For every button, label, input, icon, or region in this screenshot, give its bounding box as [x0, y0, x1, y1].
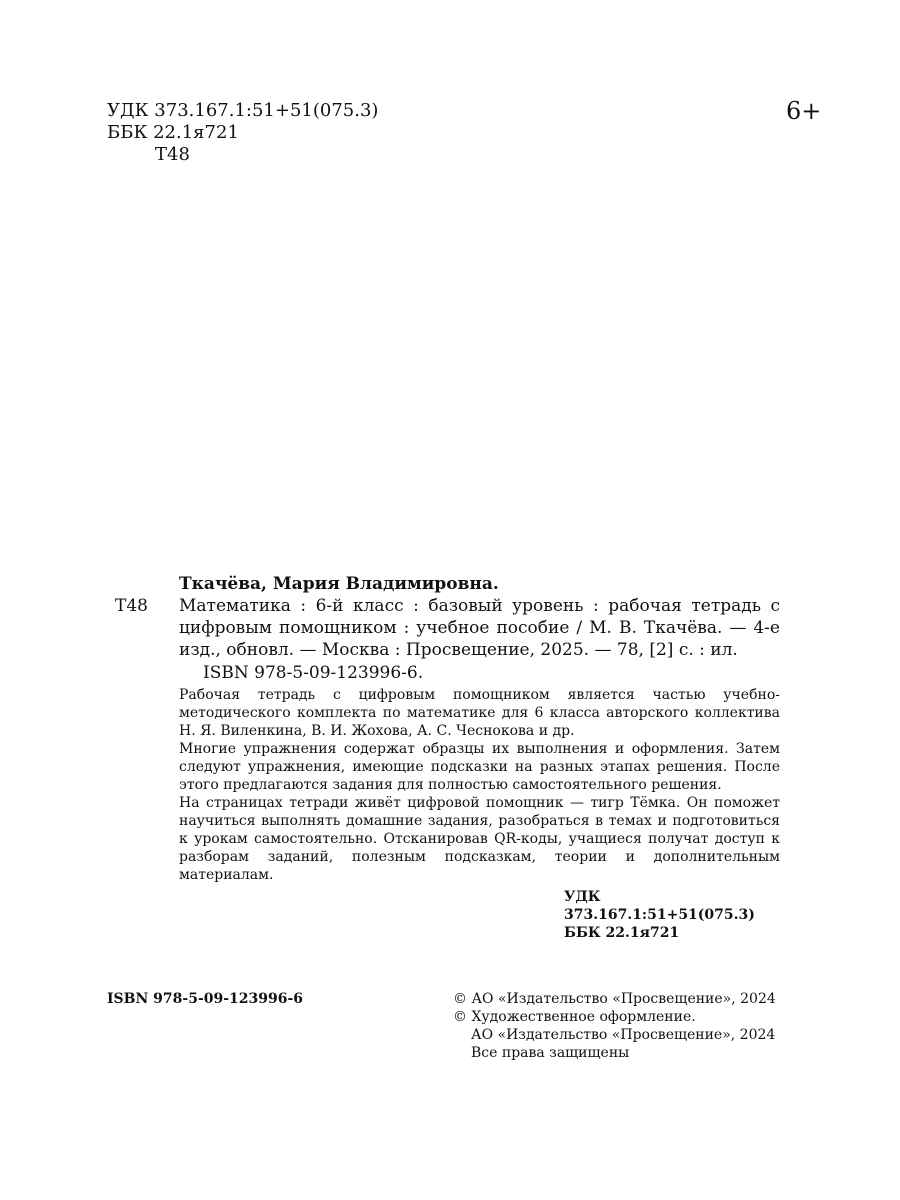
- copyright-publisher: © АО «Издательство «Просвещение», 2024: [453, 991, 776, 1007]
- copyright-design: © Художественное оформление.: [453, 1009, 696, 1025]
- annotation-paragraph-3: На страницах тетради живёт цифровой помощник — тигр Тёмка. Он поможет научиться выполнять домашние задания, разобраться в темах и подготовиться к урокам самостоятельно. Отсканировав QR-коды, учащиеся получат доступ к разборам заданий, полезным подсказкам, теории и дополнительным материалам.: [179, 795, 780, 883]
- rights-reserved: Все права защищены: [471, 1045, 630, 1061]
- header-classification: [107, 100, 378, 166]
- entry-bbk: ББК 22.1я721: [564, 925, 680, 941]
- annotation-paragraph-2: Многие упражнения содержат образцы их выполнения и оформления. Затем следуют упражнения, имеющие подсказки на разных этапах решения. После этого предлагаются задания для полностью самостоятельного решения.: [179, 741, 780, 793]
- entry-isbn: ISBN 978-5-09-123996-6.: [203, 663, 424, 683]
- bibliographic-description: [115, 595, 780, 661]
- footer-isbn: ISBN 978-5-09-123996-6: [107, 991, 304, 1007]
- author-name: Ткачёва, Мария Владимировна.: [179, 574, 499, 594]
- udk-code: УДК 373.167.1:51+51(075.3): [107, 100, 379, 121]
- annotation: [115, 686, 780, 884]
- catalog-entry: [115, 574, 780, 942]
- bbk-code: ББК 22.1я721: [107, 122, 239, 143]
- description-text: Математика : 6-й класс : базовый уровень : рабочая тетрадь с цифровым помощником : учебное пособие / М. В. Ткачёва. — 4-е изд., обновл. — Москва : Просвещение, 2025. — 78, [2] с. : ил.: [179, 596, 780, 660]
- copyright-block: [453, 990, 776, 1062]
- author-mark: Т48: [155, 144, 190, 165]
- entry-classification: [115, 888, 780, 942]
- entry-author-mark: Т48: [115, 596, 148, 616]
- copyright-design-owner: АО «Издательство «Просвещение», 2024: [471, 1027, 776, 1043]
- annotation-paragraph-1: Рабочая тетрадь с цифровым помощником является частью учебно-методического комплекта по математике для 6 класса авторского коллектива Н. Я. Виленкина, В. И. Жохова, А. С. Чеснокова и др.: [179, 687, 780, 739]
- age-rating: 6+: [786, 97, 822, 125]
- entry-udk: УДК 373.167.1:51+51(075.3): [564, 889, 755, 923]
